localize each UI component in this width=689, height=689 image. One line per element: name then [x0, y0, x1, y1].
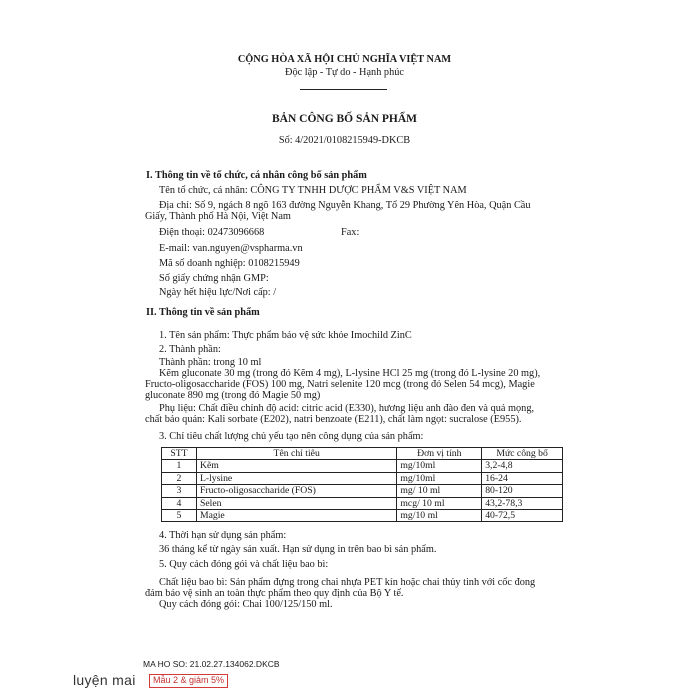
partial-text: luyện mai: [73, 674, 136, 688]
spec-heading: 3. Chỉ tiêu chất lượng chủ yếu tạo nên công dụng của sản phẩm:: [159, 431, 424, 442]
composition-line-3: gluconate 890 mg (trong đó Magie 50 mg): [145, 390, 321, 401]
table-row: [162, 497, 563, 509]
cell-level: 43,2-78,3: [482, 497, 563, 509]
cell-level: 16-24: [482, 472, 563, 484]
cropped-bottom-strip: [0, 674, 689, 689]
cell-unit: mg/ 10 ml: [397, 485, 482, 497]
cell-unit: mg/10ml: [397, 472, 482, 484]
motto-underline: [300, 89, 387, 90]
composition-line-2: Fructo-oligosaccharide (FOS) 100 mg, Natri selenite 120 mcg (trong đó Selen 54 mcg), Magie: [145, 379, 535, 390]
header-stt: STT: [162, 448, 197, 460]
cell-criterion: Kẽm: [196, 460, 396, 472]
section-2-heading: II. Thông tin về sản phẩm: [146, 307, 260, 318]
cell-unit: mg/10ml: [397, 460, 482, 472]
address-line-1: Địa chỉ: Số 9, ngách 8 ngõ 163 đường Nguyễn Khang, Tổ 29 Phường Yên Hòa, Quận Cầu: [159, 200, 531, 211]
packaging-line-2: đảm bảo vệ sinh an toàn thực phẩm theo quy định của Bộ Y tế.: [145, 588, 404, 599]
packaging-line-3: Quy cách đóng gói: Chai 100/125/150 ml.: [159, 599, 333, 610]
header-level: Mức công bố: [482, 448, 563, 460]
org-name: Tên tổ chức, cá nhân: CÔNG TY TNHH DƯỢC PHẨM V&S VIỆT NAM: [159, 185, 467, 196]
email: E-mail: van.nguyen@vspharma.vn: [159, 243, 303, 254]
composition-line-1: Kẽm gluconate 30 mg (trong đó Kẽm 4 mg), L-lysine HCl 25 mg (trong đó L-lysine 20 mg),: [159, 368, 541, 379]
expiry-date: Ngày hết hiệu lực/Nơi cấp: /: [159, 287, 277, 298]
cell-unit: mg/10 ml: [397, 510, 482, 522]
document-number: Số: 4/2021/0108215949-DKCB: [278, 135, 411, 146]
cell-stt: 5: [162, 510, 197, 522]
page-title: BẢN CÔNG BỐ SẢN PHẨM: [271, 113, 418, 125]
table-row: [162, 510, 563, 522]
cell-stt: 3: [162, 485, 197, 497]
cell-stt: 1: [162, 460, 197, 472]
cell-unit: mcg/ 10 ml: [397, 497, 482, 509]
composition-label: 2. Thành phần:: [159, 344, 221, 355]
fax: Fax:: [341, 227, 360, 238]
table-row: [162, 485, 563, 497]
cell-level: 80-120: [482, 485, 563, 497]
table-row: [162, 460, 563, 472]
cell-level: 40-72,5: [482, 510, 563, 522]
cell-stt: 2: [162, 472, 197, 484]
nation-heading: CỘNG HÒA XÃ HỘI CHỦ NGHĨA VIỆT NAM: [237, 54, 452, 65]
product-name: 1. Tên sản phẩm: Thực phẩm bảo vệ sức khỏe Imochild ZinC: [159, 330, 412, 341]
section-1-heading: I. Thông tin về tổ chức, cá nhân công bố sản phẩm: [146, 170, 367, 181]
cell-criterion: Fructo-oligosaccharide (FOS): [196, 485, 396, 497]
table-header-row: [162, 448, 563, 460]
header-criterion: Tên chỉ tiêu: [196, 448, 396, 460]
phone: Điện thoại: 02473096668: [159, 227, 265, 238]
quality-spec-table: [161, 447, 563, 522]
gmp-certificate: Số giấy chứng nhận GMP:: [159, 273, 269, 284]
cell-criterion: Selen: [196, 497, 396, 509]
cell-stt: 4: [162, 497, 197, 509]
motto: Độc lập - Tự do - Hạnh phúc: [285, 67, 404, 78]
packaging-heading: 5. Quy cách đóng gói và chất liệu bao bì:: [159, 559, 329, 570]
record-code: MA HO SO: 21.02.27.134062.DKCB: [143, 659, 280, 669]
address-line-2: Giấy, Thành phố Hà Nội, Việt Nam: [145, 211, 291, 222]
cell-criterion: Magie: [196, 510, 396, 522]
additives-line-1: Phụ liệu: Chất điều chỉnh độ acid: citric acid (E330), hương liệu anh đào đen và quả mọng,: [159, 403, 535, 414]
partial-promo-tag[interactable]: Mẫu 2 & giảm 5%: [149, 674, 228, 688]
cell-level: 3,2-4,8: [482, 460, 563, 472]
shelf-life-heading: 4. Thời hạn sử dụng sản phẩm:: [159, 530, 287, 541]
packaging-line-1: Chất liệu bao bì: Sản phẩm đựng trong chai nhựa PET kín hoặc chai thủy tinh với cốc đong: [159, 577, 536, 588]
composition-intro: Thành phần: trong 10 ml: [159, 357, 262, 368]
cell-criterion: L-lysine: [196, 472, 396, 484]
additives-line-2: chất bảo quản: Kali sorbate (E202), natri benzoate (E211), chất làm ngọt: sucralose (E955).: [145, 414, 522, 425]
table-row: [162, 472, 563, 484]
header-unit: Đơn vị tính: [397, 448, 482, 460]
shelf-life-text: 36 tháng kể từ ngày sản xuất. Hạn sử dụng in trên bao bì sản phẩm.: [159, 544, 437, 555]
tax-code: Mã số doanh nghiệp: 0108215949: [159, 258, 300, 269]
